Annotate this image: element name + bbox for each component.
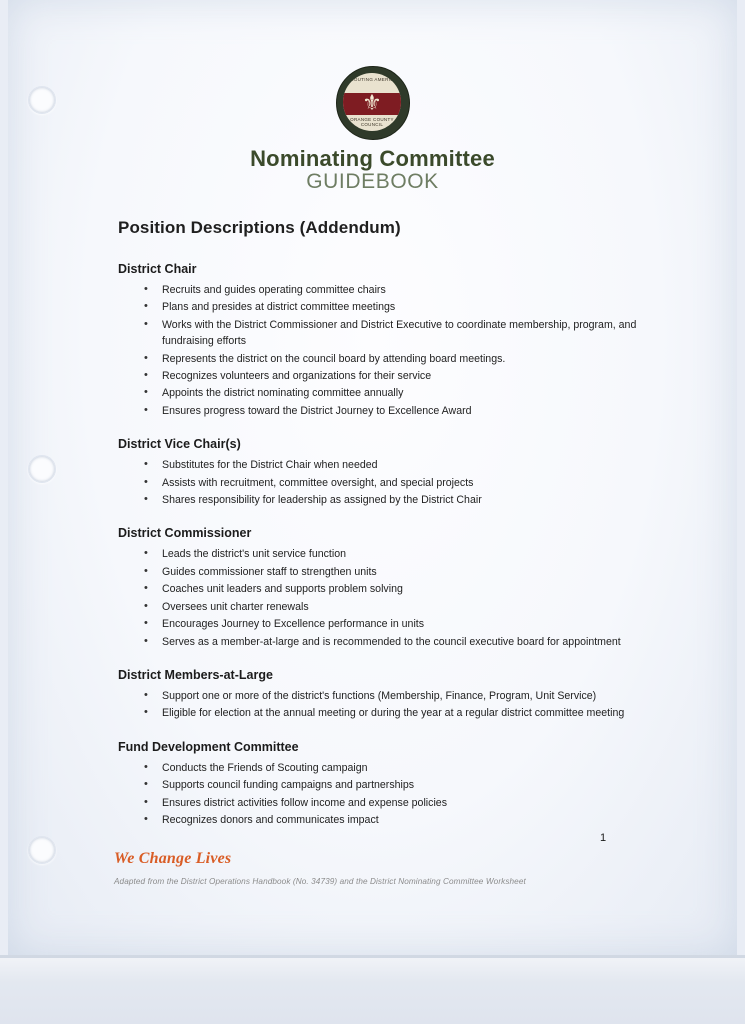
- position-section: [118, 262, 638, 419]
- hole-punch-bottom: [28, 836, 56, 864]
- section-bullet-list: [118, 282, 638, 419]
- list-item: • Appoints the district nominating committee annually: [118, 385, 638, 401]
- section-heading: District Commissioner: [118, 526, 252, 541]
- footer-brand-tagline: We Change Lives: [114, 850, 232, 867]
- emblem-top-text: SCOUTING AMERICA: [346, 77, 398, 82]
- section-heading: District Vice Chair(s): [118, 437, 241, 452]
- list-item: • Recruits and guides operating committee chairs: [118, 282, 638, 298]
- section-heading: Fund Development Committee: [118, 739, 299, 754]
- guidebook-title-line1: Nominating Committee: [250, 146, 495, 171]
- section-bullet-list: [118, 457, 638, 508]
- list-item: • Support one or more of the district's functions (Membership, Finance, Program, Unit Service): [118, 688, 638, 704]
- sections-container: [118, 262, 638, 828]
- position-section: [118, 437, 638, 508]
- list-item: • Assists with recruitment, committee oversight, and special projects: [118, 475, 638, 491]
- scanner-bed-edge: [0, 955, 745, 1024]
- council-emblem-logo: [336, 66, 410, 140]
- list-item: • Eligible for election at the annual meeting or during the year at a regular district committee meeting: [118, 705, 638, 721]
- list-item: • Supports council funding campaigns and partnerships: [118, 777, 638, 793]
- section-bullet-list: [118, 688, 638, 722]
- hole-punch-middle: [28, 455, 56, 483]
- list-item: • Represents the district on the council board by attending board meetings.: [118, 351, 638, 367]
- section-bullet-list: [118, 546, 638, 649]
- section-bullet-list: [118, 760, 638, 829]
- list-item: • Substitutes for the District Chair when needed: [118, 457, 638, 473]
- list-item: • Encourages Journey to Excellence performance in units: [118, 616, 638, 632]
- list-item: • Conducts the Friends of Scouting campaign: [118, 760, 638, 776]
- list-item: • Serves as a member-at-large and is recommended to the council executive board for appointment: [118, 634, 638, 650]
- position-section: [118, 668, 638, 722]
- list-item: • Oversees unit charter renewals: [118, 599, 638, 615]
- list-item: • Ensures district activities follow income and expense policies: [118, 795, 638, 811]
- list-item: • Works with the District Commissioner and District Executive to coordinate membership, program, and fundraising efforts: [118, 317, 638, 350]
- page-title: Position Descriptions (Addendum): [118, 218, 401, 237]
- position-section: [118, 740, 638, 829]
- document-body: [118, 218, 638, 846]
- emblem-inner-disc: [343, 73, 401, 131]
- emblem-bottom-text: ORANGE COUNTY COUNCIL: [350, 117, 394, 127]
- list-item: • Ensures progress toward the District Journey to Excellence Award: [118, 403, 638, 419]
- position-section: [118, 526, 638, 649]
- list-item: • Coaches unit leaders and supports problem solving: [118, 581, 638, 597]
- list-item: • Guides commissioner staff to strengthen units: [118, 564, 638, 580]
- guidebook-title-line2: GUIDEBOOK: [306, 170, 439, 193]
- page-number: 1: [600, 832, 607, 844]
- section-heading: District Members-at-Large: [118, 667, 273, 682]
- list-item: • Leads the district's unit service function: [118, 546, 638, 562]
- list-item: • Shares responsibility for leadership as assigned by the District Chair: [118, 492, 638, 508]
- section-heading: District Chair: [118, 262, 197, 276]
- hole-punch-top: [28, 86, 56, 114]
- list-item: • Recognizes donors and communicates impact: [118, 812, 638, 828]
- list-item: • Plans and presides at district committee meetings: [118, 299, 638, 315]
- list-item: • Recognizes volunteers and organizations for their service: [118, 368, 638, 384]
- footer-source-note: Adapted from the District Operations Handbook (No. 34739) and the District Nominating Committee Worksheet: [114, 877, 526, 886]
- fleur-de-lis-icon: ⚜: [362, 90, 382, 115]
